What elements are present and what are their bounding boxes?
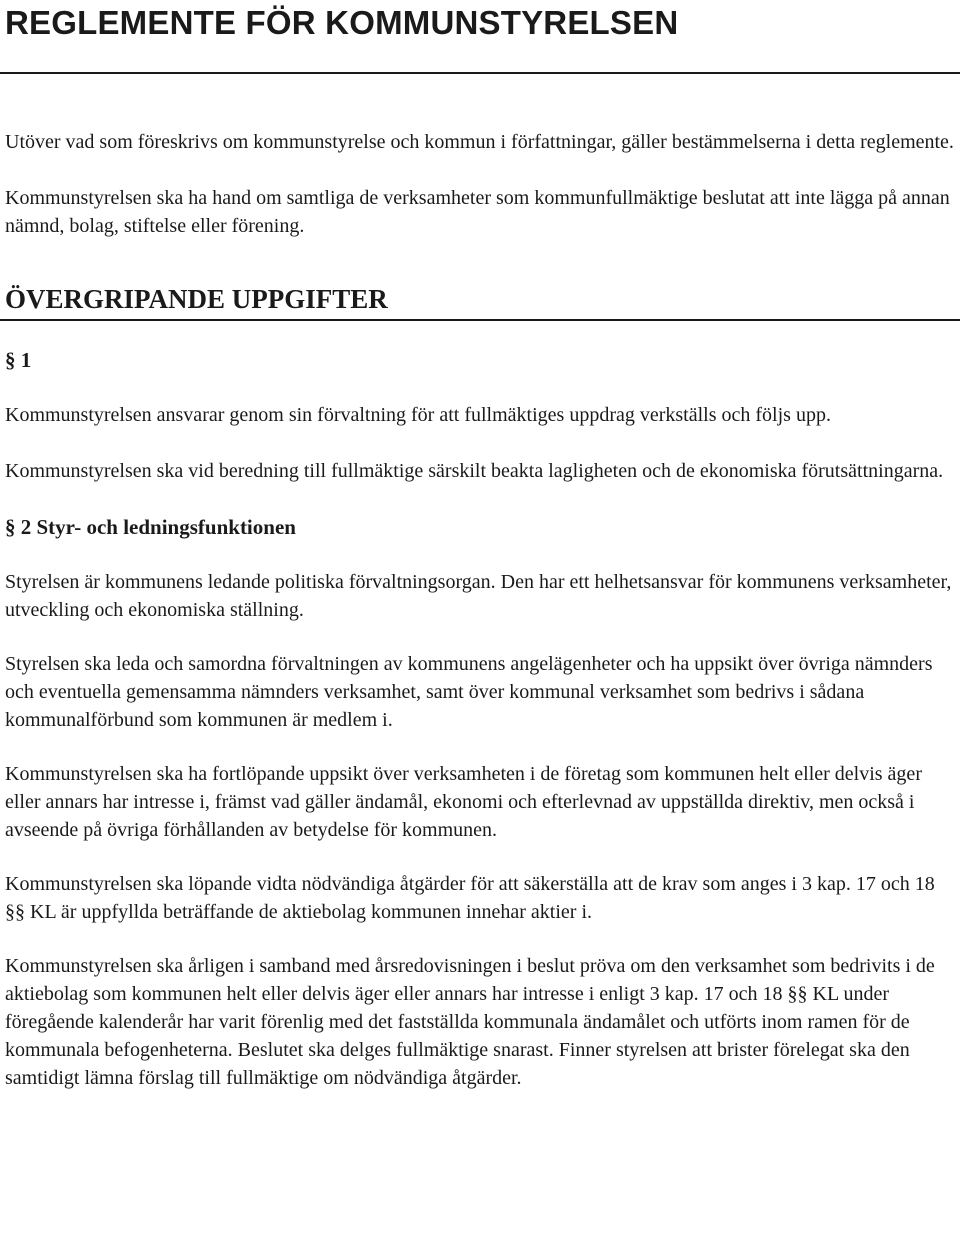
paragraph-heading-2: § 2 Styr- och ledningsfunktionen [5,515,296,539]
paragraph-2-text-4: Kommunstyrelsen ska löpande vidta nödvändiga åtgärder för att säkerställa att de krav som anges i 3 kap. 17 och 18 §§ KL är uppfyllda beträffande de aktiebolag kommunen innehar aktier i. [5,873,935,923]
document-page [5,0,955,1092]
intro-paragraph-2: Kommunstyrelsen ska ha hand om samtliga de verksamheter som kommunfullmäktige beslutat att inte lägga på annan nämnd, bolag, stiftelse eller förening. [5,187,950,237]
section-heading: ÖVERGRIPANDE UPPGIFTER [5,284,388,314]
paragraph-2-text-5: Kommunstyrelsen ska årligen i samband med årsredovisningen i beslut pröva om den verksamhet som bedrivits i de aktiebolag som kommunen helt eller delvis äger eller annars har intresse i enligt 3 kap. 17 och 18 §§ KL under föregående kalenderår har varit förenlig med det fastställda kommunala ändamålet och utförts inom ramen för de kommunala befogenheterna. Beslutet ska delges fullmäktige snarast. Finner styrelsen att brister förelegat ska den samtidigt lämna förslag till fullmäktige om nödvändiga åtgärder. [5,955,935,1089]
paragraph-2-text-2: Styrelsen ska leda och samordna förvaltningen av kommunens angelägenheter och ha uppsikt över övriga nämnders och eventuella gemensamma nämnders verksamhet, samt över kommunal verksamhet som bedrivs i sådana kommunalförbund som kommunen är medlem i. [5,653,933,731]
paragraph-heading-1: § 1 [5,348,32,372]
intro-paragraph-1: Utöver vad som föreskrivs om kommunstyrelse och kommun i författningar, gäller bestämmelserna i detta reglemente. [5,131,954,153]
paragraph-1-text-1: Kommunstyrelsen ansvarar genom sin förvaltning för att fullmäktiges uppdrag verkställs och följs upp. [5,404,831,426]
document-title: REGLEMENTE FÖR KOMMUNSTYRELSEN [5,4,679,41]
paragraph-1-text-2: Kommunstyrelsen ska vid beredning till fullmäktige särskilt beakta lagligheten och de ekonomiska förutsättningarna. [5,460,944,482]
section-divider [0,319,960,321]
title-divider [0,72,960,74]
paragraph-2-text-3: Kommunstyrelsen ska ha fortlöpande uppsikt över verksamheten i de företag som kommunen helt eller delvis äger eller annars har intresse i, främst vad gäller ändamål, ekonomi och efterlevnad av uppställda direktiv, men också i avseende på övriga förhållanden av betydelse för kommunen. [5,763,922,841]
paragraph-2-text-1: Styrelsen är kommunens ledande politiska förvaltningsorgan. Den har ett helhetsansvar för kommunens verksamheter, utveckling och ekonomiska ställning. [5,571,952,621]
